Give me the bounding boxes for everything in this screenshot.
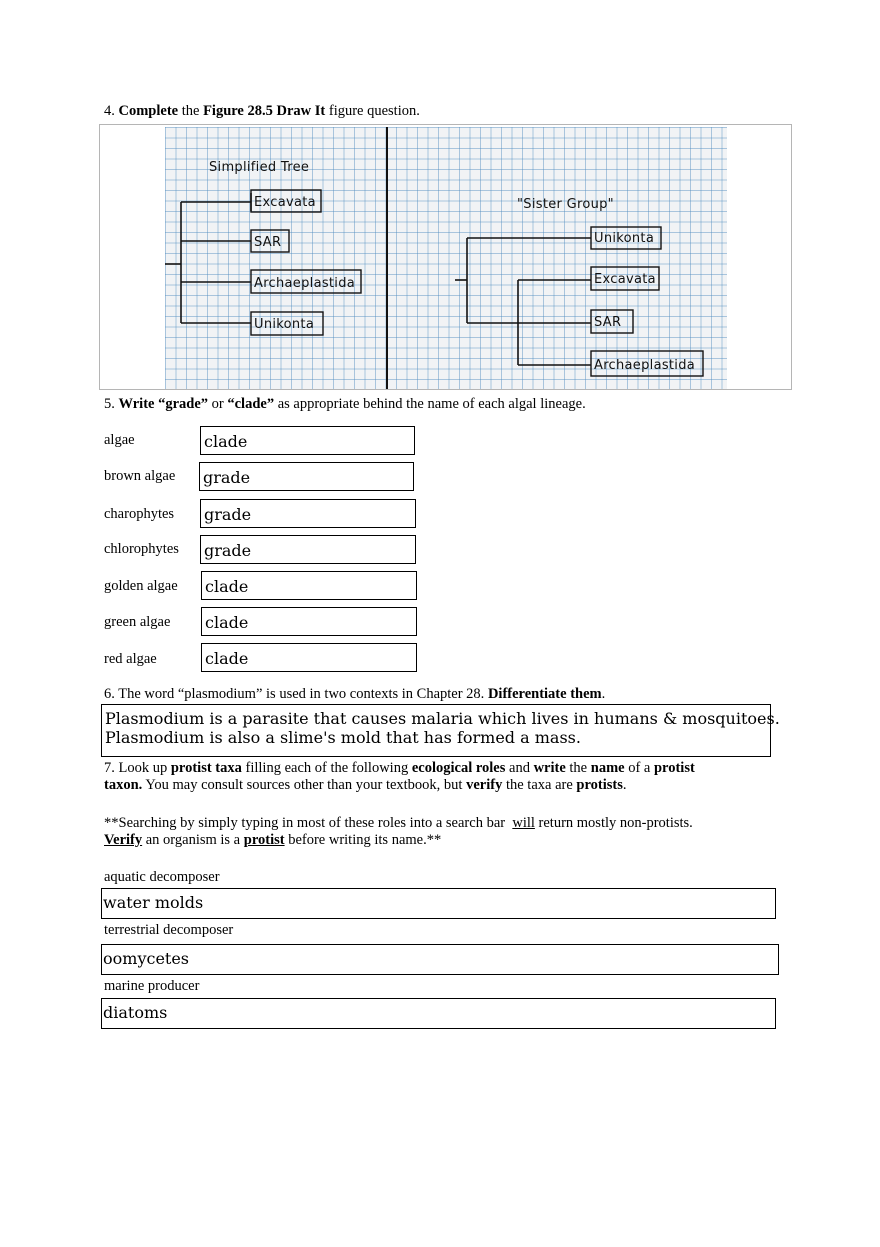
q7-bold-verify: verify bbox=[466, 777, 503, 793]
left-taxon-2: SAR bbox=[254, 235, 282, 250]
plasmodium-answer-line-2: Plasmodium is also a slime's mold that has formed a mass. bbox=[105, 728, 581, 747]
q7-note-protist: protist bbox=[243, 832, 285, 848]
q7-note-line-2 bbox=[104, 832, 441, 849]
phylogeny-drawing bbox=[165, 127, 727, 389]
q4-number: 4. bbox=[104, 103, 115, 119]
algae-label: algae bbox=[104, 432, 135, 448]
q7-note-underlined-will: will bbox=[512, 815, 535, 831]
left-taxon-boxes bbox=[251, 190, 361, 335]
q7-note-text-1: **Searching by simply typing in most of these roles into a search bar bbox=[104, 815, 506, 831]
q5-verb: Write bbox=[118, 396, 155, 412]
q6-text: 6. The word “plasmodium” is used in two contexts in Chapter 28. bbox=[104, 686, 485, 702]
right-taxon-boxes bbox=[591, 227, 703, 376]
q7-text-3: and bbox=[509, 760, 530, 776]
red-algae-answer-field[interactable]: clade bbox=[201, 643, 417, 672]
green-algae-label: green algae bbox=[104, 614, 171, 630]
q7-bold-ecological-roles: ecological roles bbox=[411, 760, 506, 776]
terrestrial-decomposer-label: terrestrial decomposer bbox=[104, 922, 234, 938]
q7-bold-protist: protist bbox=[653, 760, 695, 776]
left-taxon-3: Archaeplastida bbox=[254, 276, 356, 291]
graph-paper-photo bbox=[165, 127, 727, 389]
q7-note-verify: Verify bbox=[104, 832, 143, 848]
right-tree-branches bbox=[455, 238, 591, 365]
q6-period: . bbox=[601, 686, 606, 702]
q7-text-8: . bbox=[622, 777, 627, 793]
q7-text-7: the taxa are bbox=[505, 777, 573, 793]
right-taxon-2: Excavata bbox=[594, 272, 656, 287]
q7-note-text-3: an organism is a bbox=[145, 832, 241, 848]
right-tree-title: "Sister Group" bbox=[517, 197, 614, 212]
q5-clade-word: “clade” bbox=[227, 396, 275, 412]
charophytes-answer-field[interactable]: grade bbox=[200, 499, 416, 528]
q6-heading bbox=[104, 686, 605, 703]
figure-frame bbox=[99, 124, 792, 390]
q4-verb: Complete bbox=[118, 103, 179, 119]
q4-figure-ref: Figure 28.5 Draw It bbox=[203, 103, 326, 119]
golden-algae-answer-field[interactable]: clade bbox=[201, 571, 417, 600]
terrestrial-decomposer-answer-field[interactable]: oomycetes bbox=[101, 944, 779, 975]
q7-line-1 bbox=[104, 760, 695, 777]
brown-algae-answer-field[interactable]: grade bbox=[199, 462, 414, 491]
q7-text-1: 7. Look up bbox=[104, 760, 168, 776]
aquatic-decomposer-label: aquatic decomposer bbox=[104, 869, 220, 885]
q4-the: the bbox=[181, 103, 200, 119]
q5-rest: as appropriate behind the name of each algal lineage. bbox=[277, 396, 586, 412]
q7-bold-name: name bbox=[590, 760, 625, 776]
q7-text-5: of a bbox=[628, 760, 651, 776]
left-tree-branches bbox=[165, 193, 251, 323]
algae-answer-field[interactable]: clade bbox=[200, 426, 415, 455]
q7-bold-protist-taxa: protist taxa bbox=[170, 760, 242, 776]
chlorophytes-label: chlorophytes bbox=[104, 541, 179, 557]
red-algae-label: red algae bbox=[104, 651, 157, 667]
q5-grade-word: “grade” bbox=[158, 396, 209, 412]
right-taxon-3: SAR bbox=[594, 315, 622, 330]
q5-or: or bbox=[211, 396, 224, 412]
q6-verb: Differentiate them bbox=[487, 686, 602, 702]
green-algae-answer-field[interactable]: clade bbox=[201, 607, 417, 636]
q7-bold-protists: protists bbox=[576, 777, 623, 793]
q5-heading bbox=[104, 396, 586, 413]
left-tree-title: Simplified Tree bbox=[209, 160, 310, 175]
q7-note-text-2: return mostly non-protists. bbox=[538, 815, 693, 831]
q7-text-2: filling each of the following bbox=[245, 760, 409, 776]
aquatic-decomposer-answer-field[interactable]: water molds bbox=[101, 888, 776, 919]
chlorophytes-answer-field[interactable]: grade bbox=[200, 535, 416, 564]
charophytes-label: charophytes bbox=[104, 506, 175, 522]
q7-bold-write: write bbox=[533, 760, 566, 776]
q7-note-line-1 bbox=[104, 815, 693, 832]
brown-algae-label: brown algae bbox=[104, 468, 176, 484]
left-taxon-4: Unikonta bbox=[254, 317, 315, 332]
q4-heading bbox=[104, 103, 420, 120]
q7-bold-taxon: taxon. bbox=[104, 777, 143, 793]
q7-line-2 bbox=[104, 777, 627, 794]
q7-text-6: You may consult sources other than your textbook, but bbox=[145, 777, 463, 793]
q7-text-4: the bbox=[569, 760, 588, 776]
plasmodium-answer-field[interactable] bbox=[101, 704, 780, 757]
golden-algae-label: golden algae bbox=[104, 578, 178, 594]
right-taxon-4: Archaeplastida bbox=[594, 358, 696, 373]
q7-note-text-4: before writing its name.** bbox=[288, 832, 442, 848]
q4-rest: figure question. bbox=[328, 103, 420, 119]
marine-producer-answer-field[interactable]: diatoms bbox=[101, 998, 776, 1029]
plasmodium-answer-line-1: Plasmodium is a parasite that causes malaria which lives in humans & mosquitoes. bbox=[105, 709, 780, 728]
marine-producer-label: marine producer bbox=[104, 978, 200, 994]
q5-number: 5. bbox=[104, 396, 115, 412]
right-taxon-1: Unikonta bbox=[594, 231, 655, 246]
left-taxon-1: Excavata bbox=[254, 195, 316, 210]
